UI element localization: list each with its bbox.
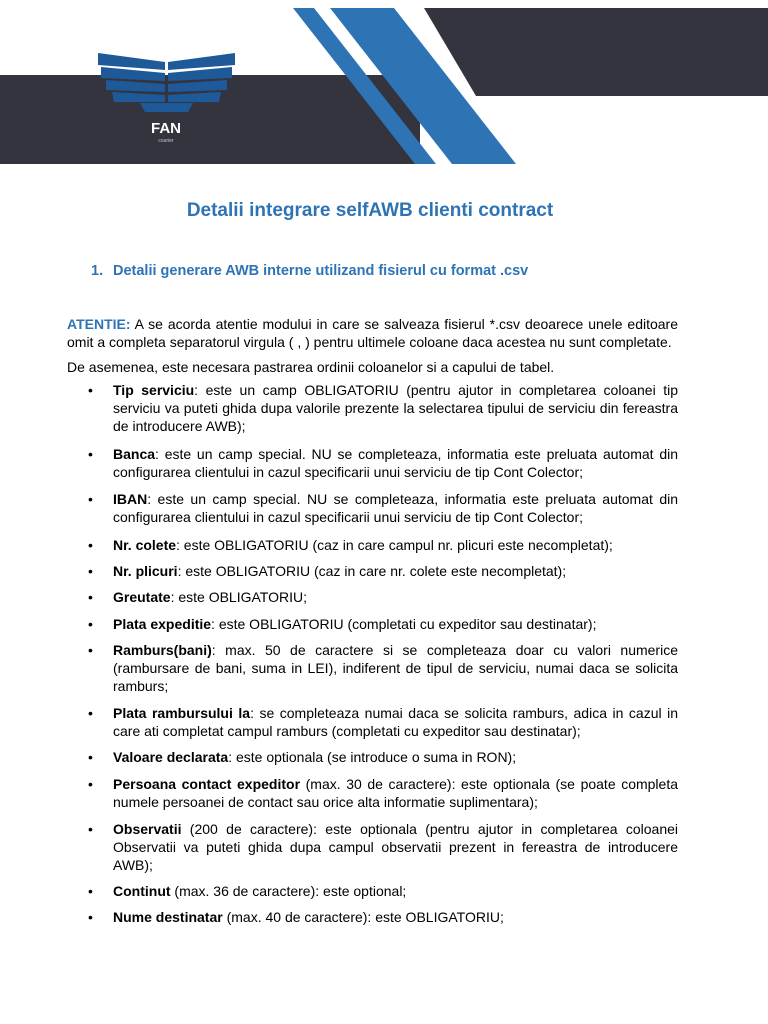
field-desc: : este un camp special. NU se completeaza, informatia este preluata automat din configurarea clientului in cazul specificarii unui serviciu de tip Cont Colector; (113, 491, 678, 525)
field-name: IBAN (113, 491, 148, 507)
field-description (113, 615, 678, 633)
field-description (113, 748, 678, 766)
field-desc: (200 de caractere): este optionala (pentru ajutor in completarea coloanei Observatii va puteti ghida dupa campul observatii prezent in fereastra de introducere AWB); (113, 821, 678, 873)
bullet-icon: • (88, 749, 93, 765)
note-paragraph: De asemenea, este necesara pastrarea ordinii coloanelor si a capului de tabel. (67, 359, 555, 375)
field-description (113, 820, 678, 874)
field-description (113, 490, 678, 526)
field-desc: : max. 50 de caractere si se completeaza doar cu valori numerice (rambursare de bani, suma in LEI), indiferent de tipul de serviciu, numai daca se solicita ramburs; (113, 642, 678, 694)
bullet-icon: • (88, 776, 93, 792)
field-desc: : este un camp OBLIGATORIU (pentru ajutor in completarea coloanei tip serviciu va puteti ghida dupa valorile prezente la selectarea tipului de serviciu din fereastra de introducere AWB); (113, 382, 678, 434)
field-description (113, 562, 678, 580)
field-description (113, 775, 678, 811)
field-name: Tip serviciu (113, 382, 195, 398)
field-description (113, 381, 678, 435)
field-desc: (max. 30 de caractere): este optionala (se poate completa numele persoanei de contact sau orice alta informatie suplimentara); (113, 776, 678, 810)
attention-text: A se acorda atentie modului in care se salveaza fisierul *.csv deoarece unele editoare omit a completa separatorul virgula ( , ) pentru ultimele coloane daca acestea nu sunt completate. (67, 316, 678, 350)
header-banner (0, 0, 768, 175)
bullet-icon: • (88, 382, 93, 398)
field-desc: : este un camp special. NU se completeaza, informatia este preluata automat din configurarea clientului in cazul specificarii unui serviciu de tip Cont Colector; (113, 446, 678, 480)
section-title: Detalii generare AWB interne utilizand fisierul cu format .csv (113, 263, 529, 279)
field-name: Plata expeditie (113, 616, 212, 632)
attention-label: ATENTIE: (67, 316, 131, 332)
field-name: Persoana contact expeditor (113, 776, 301, 792)
field-name: Nr. plicuri (113, 563, 178, 579)
bullet-icon: • (88, 705, 93, 721)
field-desc: : este optionala (se introduce o suma in RON); (228, 749, 517, 765)
field-desc: : este OBLIGATORIU (caz in care nr. colete este necompletat); (177, 563, 567, 579)
field-description (113, 445, 678, 481)
field-desc: : este OBLIGATORIU (completati cu expeditor sau destinatar); (211, 616, 597, 632)
field-name: Nume destinatar (113, 909, 223, 925)
bullet-icon: • (88, 616, 93, 632)
attention-paragraph (67, 315, 678, 351)
bullet-icon: • (88, 883, 93, 899)
logo-subtext: courier (158, 138, 174, 144)
field-name: Ramburs(bani) (113, 642, 212, 658)
field-description (113, 882, 678, 900)
bullet-icon: • (88, 642, 93, 658)
field-name: Valoare declarata (113, 749, 229, 765)
bullet-icon: • (88, 563, 93, 579)
field-description (113, 588, 678, 606)
document-title: Detalii integrare selfAWB clienti contract (186, 200, 554, 221)
logo-text: FAN (151, 120, 181, 137)
field-name: Nr. colete (113, 537, 177, 553)
field-desc: : se completeaza numai daca se solicita ramburs, adica in cazul in care ati completat campul ramburs (completati cu expeditor sau destinatar); (113, 705, 679, 739)
field-desc: : este OBLIGATORIU (caz in care campul nr. plicuri este necompletat); (176, 537, 613, 553)
field-desc: : este OBLIGATORIU; (170, 589, 307, 605)
bullet-icon: • (88, 821, 93, 837)
field-desc: (max. 40 de caractere): este OBLIGATORIU; (222, 909, 504, 925)
bullet-icon: • (88, 446, 93, 462)
field-description (113, 536, 678, 554)
bullet-icon: • (88, 909, 93, 925)
banner-dark-block-right (424, 8, 768, 96)
field-name: Observatii (113, 821, 182, 837)
field-name: Plata rambursului la (113, 705, 251, 721)
field-name: Banca (113, 446, 156, 462)
bullet-icon: • (88, 537, 93, 553)
section-number: 1. (91, 263, 104, 279)
field-name: Continut (113, 883, 171, 899)
bullet-icon: • (88, 491, 93, 507)
section-heading (91, 263, 528, 279)
field-description (113, 908, 678, 926)
field-name: Greutate (113, 589, 171, 605)
field-desc: (max. 36 de caractere): este optional; (170, 883, 407, 899)
field-description (113, 704, 678, 740)
bullet-icon: • (88, 589, 93, 605)
field-description (113, 641, 678, 695)
